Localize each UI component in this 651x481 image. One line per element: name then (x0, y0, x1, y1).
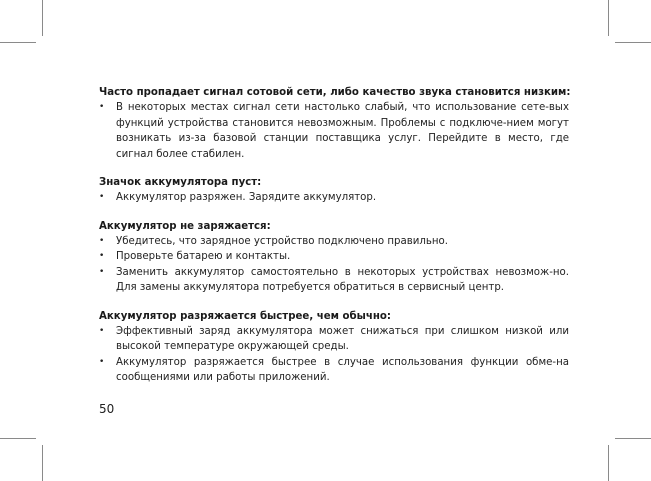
troubleshooting-content (99, 86, 569, 400)
section-heading: Часто пропадает сигнал сотовой сети, либо качество звука становится низким: (99, 87, 571, 98)
list-item-text: Аккумулятор разряжен. Зарядите аккумулятор. (116, 192, 377, 203)
list-item-text: Заменить аккумулятор самостоятельно в некоторых устройствах невозмож-но. Для замены аккумулятора потребуется обратиться в сервисный центр. (116, 266, 569, 293)
crop-mark-bottom-left (42, 445, 43, 481)
bullet-icon: • (99, 192, 105, 202)
list-item-text: Эффективный заряд аккумулятора может снижаться при слишком низкой или высокой температуре окружающей среды. (116, 325, 569, 352)
list-item (99, 100, 569, 162)
bullet-icon: • (99, 251, 105, 261)
list-item (99, 190, 569, 206)
list-item-text: Убедитесь, что зарядное устройство подключено правильно. (116, 235, 448, 247)
bullet-list (99, 324, 569, 386)
section-heading: Значок аккумулятора пуст: (99, 177, 262, 188)
crop-mark-top-right (608, 0, 609, 36)
crop-mark-bottom-right (608, 445, 609, 481)
list-item (99, 324, 569, 355)
section-not-charging (99, 220, 569, 296)
page-number: 50 (99, 402, 115, 416)
list-item-text: Аккумулятор разряжается быстрее в случае использования функции обме-на сообщениями или работы приложений. (116, 356, 569, 383)
list-item-text: В некоторых местах сигнал сети настолько слабый, что использование сете-вых функций устройства становится невозможным. Проблемы с подключе-нием могут возникать из-за базовой станции поставщика услуг. Перейдите в место, где сигнал более стабилен. (116, 102, 569, 160)
section-heading: Аккумулятор разряжается быстрее, чем обычно: (99, 310, 391, 322)
crop-mark-top-left (42, 0, 43, 36)
crop-mark-right-top (615, 42, 651, 43)
list-item (99, 355, 569, 386)
list-item (99, 234, 569, 250)
bullet-icon: • (99, 325, 105, 336)
bullet-list (99, 234, 569, 296)
bullet-list (99, 190, 569, 206)
bullet-icon: • (99, 102, 105, 112)
crop-mark-left-bottom (0, 438, 36, 439)
section-fast-drain (99, 310, 569, 386)
list-item (99, 265, 569, 296)
section-weak-signal (99, 86, 569, 162)
crop-mark-left-top (0, 42, 36, 43)
list-item (99, 249, 569, 265)
list-item-text: Проверьте батарею и контакты. (116, 251, 291, 262)
crop-mark-right-bottom (615, 438, 651, 439)
section-battery-empty (99, 176, 569, 206)
bullet-icon: • (99, 235, 105, 246)
bullet-icon: • (99, 266, 105, 277)
section-heading: Аккумулятор не заряжается: (99, 220, 271, 232)
bullet-list (99, 100, 569, 162)
bullet-icon: • (99, 356, 105, 367)
